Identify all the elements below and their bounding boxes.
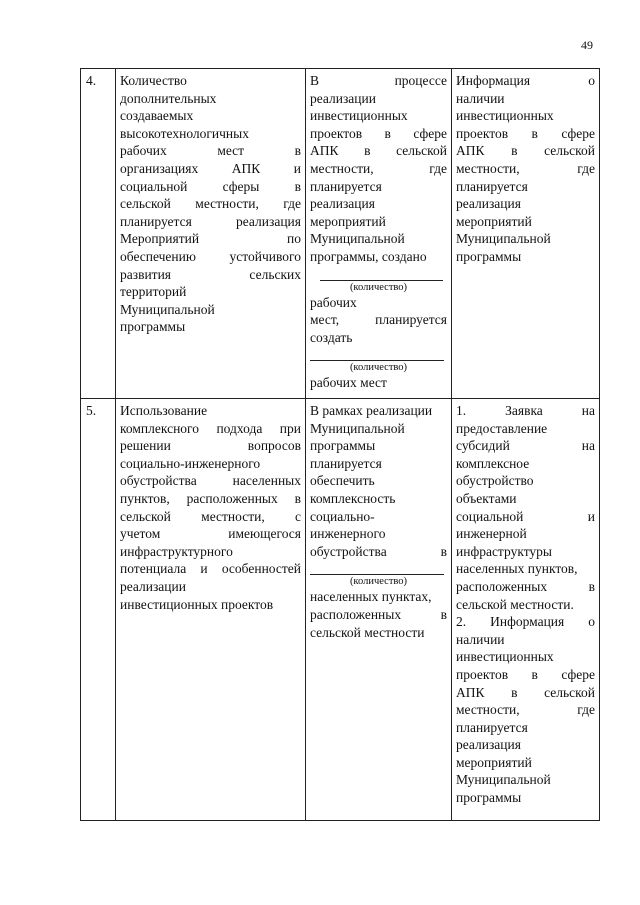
blank-caption: (количество)	[349, 281, 408, 293]
table-row	[81, 399, 600, 821]
text-line: потенциала и особенностей	[120, 561, 301, 577]
text-line: расположенных в	[310, 606, 447, 622]
text-line: дополнительных	[120, 90, 217, 106]
text-line: Муниципальной	[456, 231, 551, 247]
text-line: комплексность	[310, 490, 396, 506]
text-line: проектов в сфере	[310, 125, 447, 141]
text-line: наличии	[456, 631, 505, 647]
text-line: Мероприятий по	[120, 231, 301, 247]
condition-cell	[306, 399, 452, 821]
text-line: обеспечению устойчивого	[120, 248, 301, 264]
text-line: предоставление	[456, 420, 548, 436]
text-line: реализации	[120, 578, 186, 594]
text-line: пунктов, расположенных в	[120, 490, 301, 506]
text-line: проектов в сфере	[456, 125, 595, 141]
text-line: 2. Информация о	[456, 614, 595, 630]
text-line: АПК в сельской	[456, 684, 595, 700]
text-line: Использование	[120, 403, 208, 418]
text-line: планируется реализация	[120, 213, 301, 229]
indicator-cell	[116, 69, 306, 399]
text-line: инвестиционных	[456, 649, 554, 665]
text-line: мероприятий	[310, 213, 386, 229]
text-line: 1. Заявка на	[456, 403, 595, 418]
text-line: мест, планируется	[310, 312, 447, 328]
text-line: планируется	[456, 719, 528, 735]
text-line: создаваемых	[120, 108, 194, 124]
text-line: программы, создано	[310, 248, 427, 264]
text-line: местности, где	[456, 160, 595, 176]
text-line: рабочих мест	[310, 375, 387, 391]
text-line: планируется	[310, 178, 382, 194]
text-line: социальной и	[456, 508, 595, 524]
text-line: населенных пунктах,	[310, 589, 432, 605]
text-line: инфраструктуры	[456, 543, 552, 559]
text-line: В процессе	[310, 73, 447, 88]
blank-line	[310, 560, 444, 575]
text-line: программы	[310, 438, 376, 454]
row-number-cell	[81, 399, 116, 821]
text-line: территорий	[120, 284, 187, 300]
text-line: реализация	[456, 737, 521, 753]
text-line: высокотехнологичных	[120, 125, 249, 141]
text-line: обустройства в	[310, 543, 447, 559]
text-line: Муниципальной	[310, 231, 405, 247]
condition-text-after	[310, 374, 447, 392]
row-number: 4.	[86, 73, 97, 88]
text-line: создать	[310, 329, 353, 345]
text-line: Муниципальной	[456, 772, 551, 788]
text-line: социально-	[310, 508, 375, 524]
text-line: социально-инженерного	[120, 455, 261, 471]
documents-cell	[452, 69, 600, 399]
text-line: инвестиционных	[310, 108, 408, 124]
text-line: местности, где	[456, 702, 595, 718]
text-line: сельской местности, с	[120, 508, 301, 524]
text-line: обеспечить	[310, 473, 375, 489]
row-number-cell	[81, 69, 116, 399]
condition-text-before	[310, 72, 447, 266]
table-row	[81, 69, 600, 399]
text-line: реализация	[456, 196, 521, 212]
text-line: реализация	[310, 196, 375, 212]
text-line: Муниципальной	[310, 420, 405, 436]
blank-line	[320, 266, 443, 281]
text-line: планируется	[310, 455, 382, 471]
text-line: сельской местности.	[456, 596, 574, 612]
text-line: населенных пунктов,	[456, 561, 578, 577]
page-number: 49	[581, 38, 593, 52]
text-line: программы	[120, 319, 186, 335]
text-line: проектов в сфере	[456, 666, 595, 682]
text-line: социальной сферы в	[120, 178, 301, 194]
condition-cell	[306, 69, 452, 399]
text-line: Количество	[120, 73, 187, 88]
text-line: мероприятий	[456, 213, 532, 229]
text-line: планируется	[456, 178, 528, 194]
text-line: рабочих мест в	[120, 143, 301, 159]
condition-text-after	[310, 588, 447, 641]
text-line: В рамках реализации	[310, 403, 433, 418]
text-line: программы	[456, 790, 522, 806]
text-line: АПК в сельской	[310, 143, 447, 159]
text-line: мероприятий	[456, 754, 532, 770]
text-line: организациях АПК и	[120, 160, 301, 176]
text-line: инженерного	[310, 526, 386, 542]
text-line: субсидий на	[456, 438, 595, 454]
text-line: АПК в сельской	[456, 143, 595, 159]
text-line: программы	[456, 248, 522, 264]
text-line: инвестиционных проектов	[120, 596, 274, 612]
text-line: инженерной	[456, 526, 527, 542]
text-line: местности, где	[310, 160, 447, 176]
text-line: обустройства населенных	[120, 473, 301, 489]
blank-line	[310, 346, 444, 361]
text-line: решении вопросов	[120, 438, 301, 454]
text-line: рабочих	[310, 294, 357, 310]
text-line: комплексное	[456, 455, 530, 471]
condition-text-middle	[310, 294, 447, 347]
indicator-cell	[116, 399, 306, 821]
text-line: обустройство	[456, 473, 534, 489]
text-line: сельской местности, где	[120, 196, 301, 212]
blank-caption: (количество)	[349, 576, 408, 588]
blank-caption: (количество)	[349, 362, 408, 374]
text-line: расположенных в	[456, 578, 595, 594]
text-line: наличии	[456, 90, 505, 106]
text-line: комплексного подхода при	[120, 420, 301, 436]
text-line: учетом имеющегося	[120, 526, 301, 542]
text-line: инвестиционных	[456, 108, 554, 124]
condition-text-before	[310, 402, 447, 560]
documents-cell	[452, 399, 600, 821]
text-line: объектами	[456, 490, 517, 506]
text-line: реализации	[310, 90, 376, 106]
text-line: инфраструктурного	[120, 543, 233, 559]
indicators-table	[80, 68, 600, 821]
text-line: развития сельских	[120, 266, 301, 282]
text-line: сельской местности	[310, 624, 425, 640]
row-number: 5.	[86, 403, 97, 418]
text-line: Информация о	[456, 73, 595, 88]
text-line: Муниципальной	[120, 301, 215, 317]
